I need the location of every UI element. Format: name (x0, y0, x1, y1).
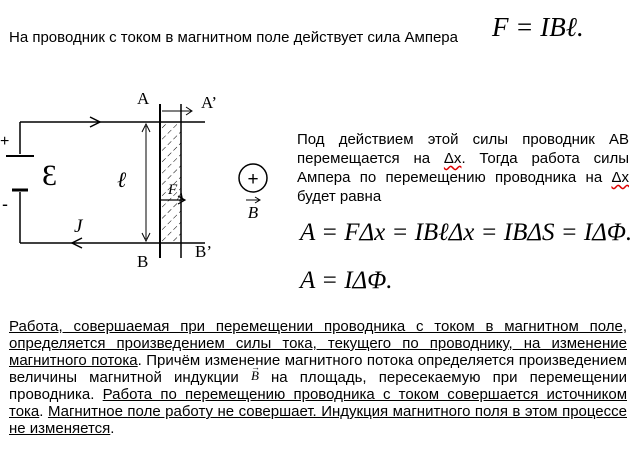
intro-text: На проводник с током в магнитном поле действует сила Ампера (9, 29, 458, 46)
label-force: F (168, 182, 178, 198)
conclusion-sentence-4: Магнитное поле работу не совершает. Индукция магнитного поля в этом процессе не изменяется (9, 403, 627, 437)
conclusion-period-3: . (39, 403, 48, 420)
conclusion-sentence-2: Причём изменение магнитного потока определяется произведением величины магнитной индукции (9, 352, 627, 386)
conclusion-period-1: . (137, 352, 142, 369)
label-current: J (74, 216, 83, 237)
side-text-3: будет равна (297, 188, 382, 205)
field-label-B: B (247, 203, 259, 220)
label-emf: Ɛ (42, 159, 58, 192)
conclusion-sentence-2b: на площадь, пересекаемую при перемещении проводника. (9, 369, 627, 403)
side-text-2: . Тогда работа силы Ампера по перемещению проводника на (297, 150, 629, 186)
conclusion-paragraph (9, 318, 627, 437)
side-explanation (297, 130, 629, 206)
label-B: B (137, 252, 149, 271)
field-plus: + (247, 169, 259, 190)
conclusion-period-4: . (110, 420, 115, 437)
conclusion-sentence-1: Работа, совершаемая при перемещении проводника с током в магнитном поле, определяется произведением силы тока, текущего по проводнику, на изменение магнитного потока (9, 318, 627, 369)
label-A-prime: A’ (201, 93, 218, 112)
label-A: A (137, 89, 150, 108)
induction-vector-symbol: → B (251, 368, 259, 383)
label-plus: + (0, 133, 10, 150)
label-B-prime: B’ (195, 242, 212, 261)
work-formula-short: A = IΔΦ. (300, 267, 393, 294)
side-text-1: Под действием этой силы проводник АВ перемещается на (297, 131, 629, 167)
side-dx-1: Δх (443, 150, 462, 167)
label-minus: - (2, 194, 8, 214)
ampere-force-formula: F = IBℓ. (492, 12, 584, 42)
conclusion-sentence-3: Работа по перемещению проводника с током совершается источником тока (9, 386, 628, 420)
magnetic-field-symbol (232, 158, 274, 220)
label-length: ℓ (117, 167, 127, 192)
side-dx-2: Δх (611, 169, 629, 186)
work-formula-full: A = FΔx = IBℓΔx = IBΔS = IΔΦ. (300, 219, 633, 246)
label-force-sub: A (177, 191, 184, 203)
